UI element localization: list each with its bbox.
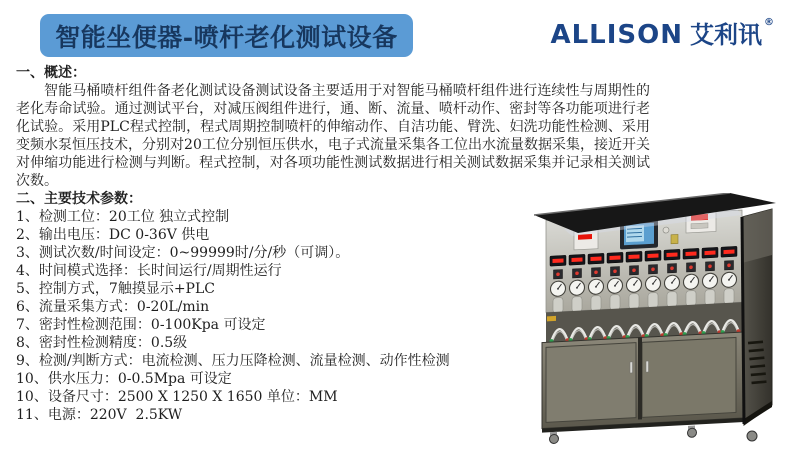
spec-item: 3、测试次数/时间设定：0~99999时/分/秒（可调）。: [16, 245, 350, 261]
brand-logo-cn: 艾利讯: [690, 21, 762, 49]
caster-wheel: [550, 432, 559, 444]
brand-logo: [550, 17, 774, 50]
specs-heading: 二、主要技术参数：: [16, 191, 142, 207]
spec-item: 11、电源：220V 2.5KW: [16, 407, 183, 423]
caster-wheel: [688, 425, 697, 437]
lower-cabinet: [542, 332, 744, 445]
spec-item: 2、输出电压：DC 0-36V 供电: [16, 227, 210, 243]
registered-trademark-icon: ®: [764, 17, 774, 28]
spec-item: 5、控制方式，7触摸显示+PLC: [16, 281, 215, 297]
caster-wheel: [747, 431, 757, 441]
machine-side-panel: [742, 209, 772, 441]
page-title: 智能坐便器-喷杆老化测试设备: [55, 22, 398, 52]
spec-item: 1、检测工位：20工位 独立式控制: [16, 209, 230, 225]
spec-item: 6、流量采集方式：0-20L/min: [16, 299, 210, 315]
spec-item: 10、供水压力：0-0.5Mpa 可设定: [16, 371, 232, 387]
machine-front: [542, 208, 744, 445]
spec-item: 10、设备尺寸：2500 X 1250 X 1650 单位：MM: [16, 389, 338, 405]
spec-item: 7、密封性检测范围：0-100Kpa 可设定: [16, 317, 266, 333]
machine-photo: [534, 193, 776, 449]
spec-item: 9、检测/判断方式：电流检测、压力压降检测、流量检测、动作性检测: [16, 353, 450, 369]
title-banner: [40, 14, 413, 57]
door-handle: [646, 361, 649, 372]
frame-edge: [742, 217, 744, 424]
cabinet-door: [642, 337, 736, 417]
overview-paragraph: 智能马桶喷杆组件备老化测试设备测试设备主要适用于对智能马桶喷杆组件进行连续性与周期性的老化寿命试验。通过测试平台，对减压阀组件进行，通、断、流量、喷杆动作、密封等各功能项进行老化试验。采用PLC程式控制，程式周期控制喷杆的伸缩动作、自洁功能、臂洗、妇洗功能性检测、采用变频水泵恒压技术，分别对20工位分别恒压供水，电子式流量采集各工位出水流量数据采集，接近开关对伸缩功能进行检测与判断。程式控制，对各项功能性测试数据进行相关测试数据采集并记录相关测试次数。: [16, 83, 650, 189]
valve-handle-icon: [547, 316, 556, 321]
spec-item: 4、时间模式选择：长时间运行/周期性运行: [16, 263, 282, 279]
cabinet-door: [546, 343, 636, 423]
door-handle: [630, 362, 633, 373]
brand-logo-en: ALLISON: [550, 20, 683, 50]
spec-item: 8、密封性检测精度：0.5级: [16, 335, 188, 351]
valve-handle-icon: [671, 234, 678, 243]
overview-heading: 一、概述：: [16, 65, 86, 81]
